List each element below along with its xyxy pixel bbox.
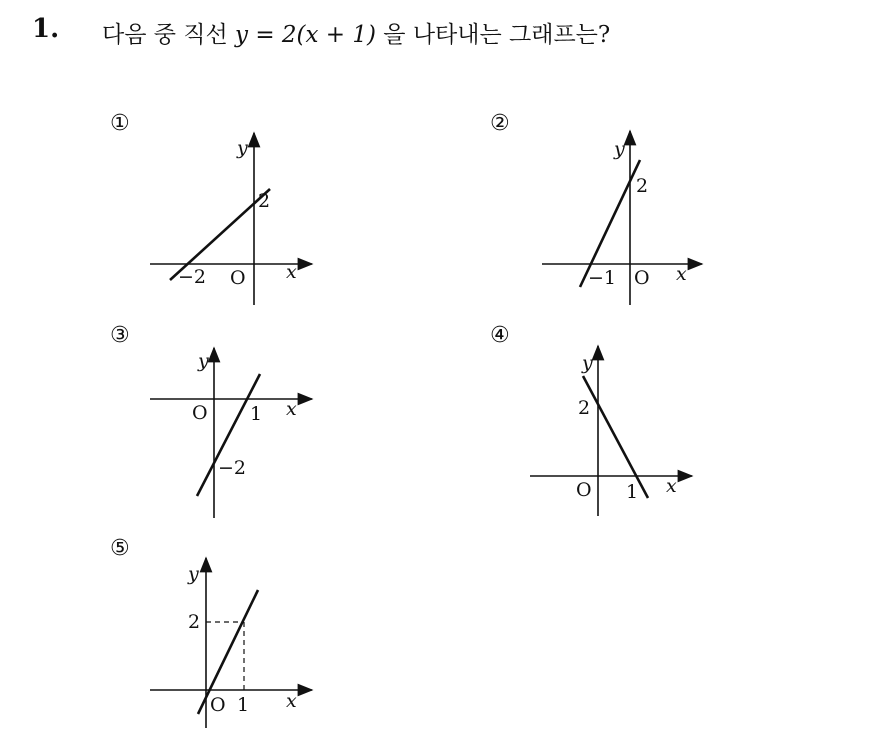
x-intercept-label: −1 — [588, 267, 617, 289]
question-suffix: 을 나타내는 그래프는? — [376, 22, 611, 48]
choice-3-graph — [140, 340, 330, 530]
question-text — [102, 16, 610, 49]
x-intercept-label: 1 — [626, 481, 639, 503]
origin-label: O — [210, 694, 226, 716]
origin-label: O — [634, 267, 650, 289]
y-axis-label: y — [237, 137, 248, 159]
question-prefix: 다음 중 직선 — [102, 22, 236, 48]
y-axis-label: y — [582, 352, 593, 374]
choice-2-marker[interactable]: ② — [490, 111, 510, 136]
origin-label: O — [576, 479, 592, 501]
choice-1-graph — [140, 125, 330, 315]
y-value-label: 2 — [188, 611, 201, 633]
y-axis-label: y — [198, 350, 209, 372]
x-intercept-label: 1 — [250, 403, 263, 425]
x-value-label: 1 — [237, 694, 250, 716]
y-intercept-label: 2 — [636, 175, 649, 197]
y-intercept-label: 2 — [258, 190, 271, 212]
y-axis-label: y — [188, 563, 199, 585]
x-axis-label: x — [676, 263, 687, 285]
x-axis-label: x — [286, 261, 297, 283]
origin-label: O — [230, 267, 246, 289]
choice-5-marker[interactable]: ⑤ — [110, 536, 130, 561]
choice-4-graph — [520, 340, 710, 530]
x-axis-label: x — [666, 475, 677, 497]
choice-1-marker[interactable]: ① — [110, 111, 130, 136]
choice-2-graph — [530, 125, 720, 315]
choice-5-graph — [140, 552, 330, 732]
question-equation: y = 2(x + 1) — [235, 22, 376, 48]
y-axis-label: y — [614, 138, 625, 160]
y-intercept-label: −2 — [218, 457, 247, 479]
origin-label: O — [192, 402, 208, 424]
x-axis-label: x — [286, 398, 297, 420]
x-intercept-label: −2 — [178, 266, 207, 288]
x-axis-label: x — [286, 690, 297, 712]
choice-3-marker[interactable]: ③ — [110, 323, 130, 348]
y-intercept-label: 2 — [578, 397, 591, 419]
question-number: 1. — [32, 14, 60, 44]
graph-line — [583, 376, 648, 498]
choice-4-marker[interactable]: ④ — [490, 323, 510, 348]
